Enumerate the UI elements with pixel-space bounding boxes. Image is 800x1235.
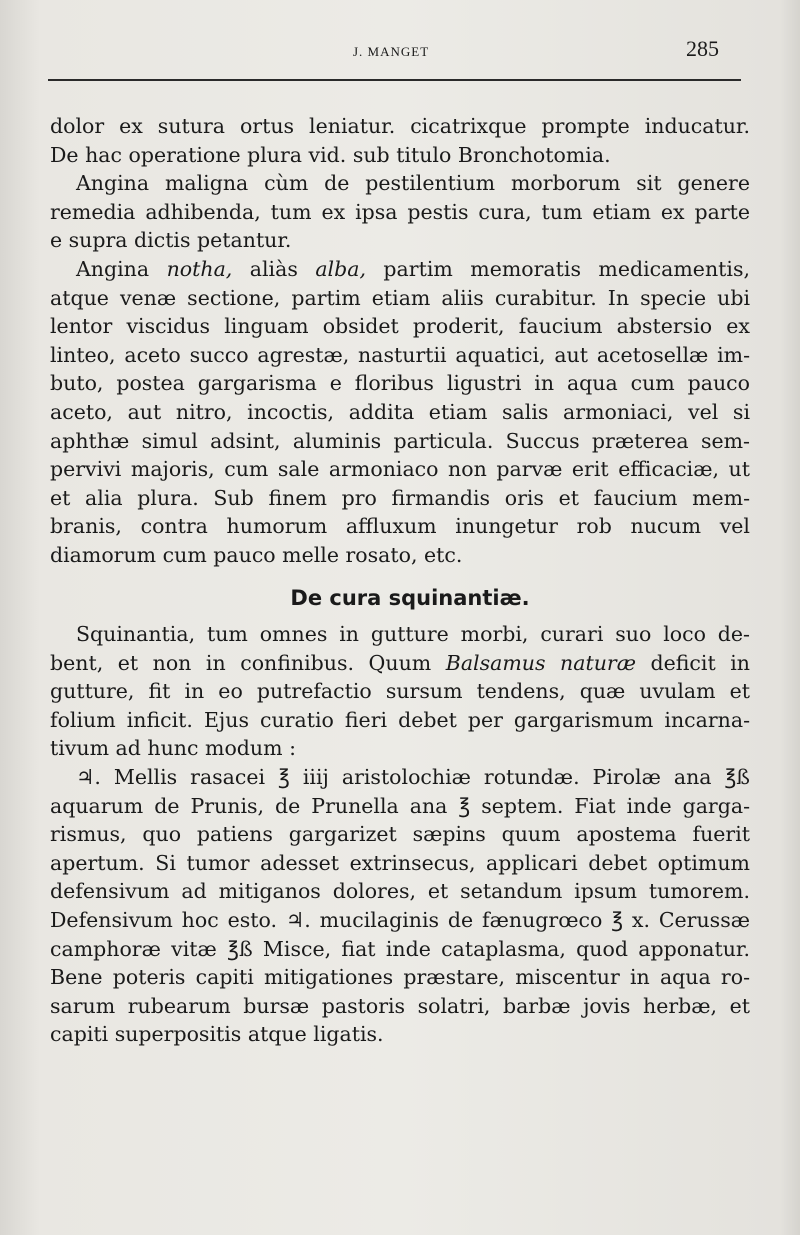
text-line: Angina maligna cùm de pestilentium morborum sit genere [76,171,750,196]
text-line: Squinantia, tum omnes in gutture morbi, curari suo loco de- [76,622,750,647]
body-text [50,112,750,1049]
text-line: ♃. Mellis rasacei ℥ iiij aristolochiæ rotundæ. Pirolæ ana ℥ß [76,765,750,790]
text-span: partim memoratis medicamentis, [365,256,750,281]
text-line: e supra dictis petantur. [50,228,292,253]
text-span: Angina [76,256,167,281]
text-line: et alia plura. Sub finem pro firmandis oris et faucium mem- [50,485,750,510]
text-line: linteo, aceto succo agrestæ, nasturtii aquatici, aut acetosellæ im- [50,342,750,367]
text-span: aliàs [232,256,316,281]
text-line: aquarum de Prunis, de Prunella ana ℥ septem. Fiat inde garga- [50,793,750,818]
text-line: aceto, aut nitro, incoctis, addita etiam salis armoniaci, vel si [50,399,750,424]
text-line: rismus, quo patiens gargarizet sæpins quum apostema fuerit [50,822,750,847]
text-line: lentor viscidus linguam obsidet proderit, faucium abstersio ex [50,314,750,339]
text-line: Defensivum hoc esto. ♃. mucilaginis de fænugrœco ℥ x. Cerussæ [50,908,750,933]
text-line: gutture, fit in eo putrefactio sursum tendens, quæ uvulam et [50,679,750,704]
running-title: J. MANGET [353,44,430,59]
section-heading [50,584,750,613]
text-line: dolor ex sutura ortus leniatur. cicatrixque prompte inducatur. [50,114,750,138]
text-span: bent, et non in confinibus. Quum [50,650,446,675]
text-line: aphthæ simul adsint, aluminis particula. Succus præterea sem- [50,428,750,453]
text-line: sarum rubearum bursæ pastoris solatri, barbæ jovis herbæ, et [50,993,750,1018]
text-line: De hac operatione plura vid. sub titulo Bronchotomia. [50,142,611,167]
text-line: buto, postea gargarisma e floribus ligustri in aqua cum pauco [50,371,750,396]
page-number: 285 [686,36,719,61]
italic-term: alba, [315,256,366,281]
text-line: atque venæ sectione, partim etiam aliis curabitur. In specie ubi [50,285,750,310]
running-head [0,0,800,80]
text-line: diamorum cum pauco melle rosato, etc. [50,542,463,567]
italic-term: Balsamus naturæ [445,650,636,675]
text-line: remedia adhibenda, tum ex ipsa pestis cura, tum etiam ex parte [50,199,750,224]
text-line: defensivum ad mitiganos dolores, et setandum ipsum tumorem. [50,879,750,904]
text-line: tivum ad hunc modum : [50,736,296,761]
text-line: Bene poteris capiti mitigationes præstare, miscentur in aqua ro- [50,965,750,990]
italic-term: notha, [166,256,233,281]
text-line: capiti superpositis atque ligatis. [50,1022,384,1047]
text-line: branis, contra humorum affluxum inungetur rob nucum vel [50,514,750,539]
text-line: folium inficit. Ejus curatio fieri debet per gargarismum incarna- [50,707,750,732]
text-line: apertum. Si tumor adesset extrinsecus, applicari debet optimum [50,850,750,875]
text-line [50,255,750,284]
text-line [50,649,750,678]
text-span: deficit in [635,650,750,675]
header-rule [48,79,741,81]
text-line: pervivi majoris, cum sale armoniaco non parvæ erit efficaciæ, ut [50,457,750,482]
section-heading-text: De cura squinantiæ. [290,585,530,610]
text-line: camphoræ vitæ ℥ß Misce, fiat inde cataplasma, quod apponatur. [50,936,750,961]
